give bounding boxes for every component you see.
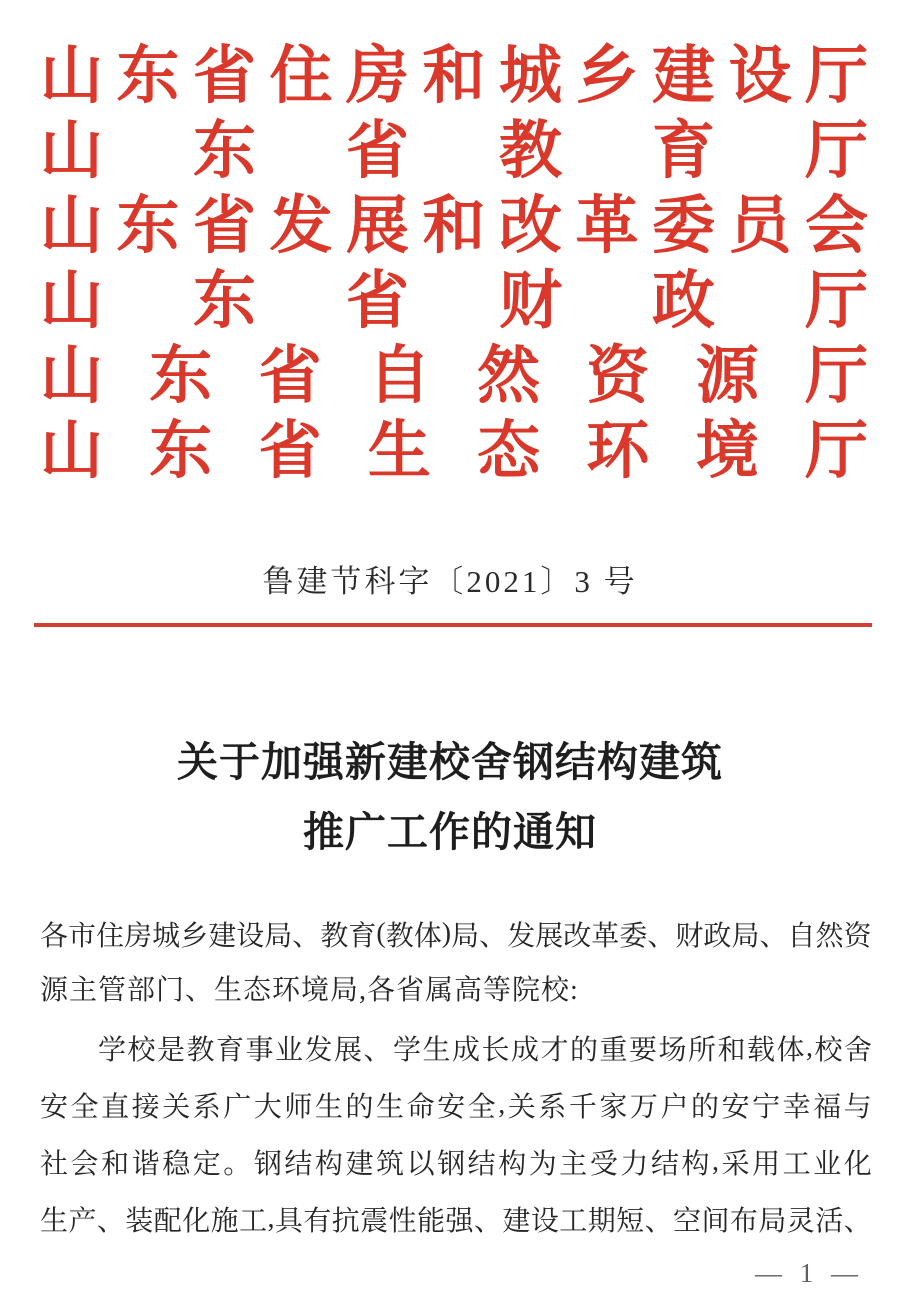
issuer-line-finance: 山 东 省 财 政 厅	[40, 266, 868, 336]
document-number: 鲁建节科字〔2021〕3 号	[262, 564, 638, 599]
document-title-line-1: 关于加强新建校舍钢结构建筑	[177, 739, 723, 785]
body-line-paragraph-3: 社 会 和 谐 稳 定 。 钢 结 构 建 筑 以 钢 结 构 为 主 受 力 结 构 , 采 用 工 业 化	[40, 1145, 872, 1180]
body-line-addressees-1: 各 市 住 房 城 乡 建 设 局 、 教 育 ( 教 体 ) 局 、 发 展 改 革 委 、 财 政 局 、 自 然 资	[40, 917, 872, 952]
issuer-line-natural-resources: 山 东 省 自 然 资 源 厅	[40, 341, 868, 411]
red-divider-rule	[34, 623, 872, 627]
issuer-line-development-reform: 山 东 省 发 展 和 改 革 委 员 会	[40, 191, 868, 261]
body-line-paragraph-2: 安 全 直 接 关 系 广 大 师 生 的 生 命 安 全 , 关 系 千 家 万 户 的 安 宁 幸 福 与	[40, 1088, 872, 1123]
issuer-line-housing: 山 东 省 住 房 和 城 乡 建 设 厅	[40, 41, 868, 111]
body-line-paragraph-4: 生 产 、 装 配 化 施 工 , 具 有 抗 震 性 能 强 、 建 设 工 期 短 、 空 间 布 局 灵 活 、	[40, 1202, 872, 1237]
document-title	[0, 727, 900, 867]
body-line-paragraph-1: 学 校 是 教 育 事 业 发 展 、 学 生 成 长 成 才 的 重 要 场 所 和 载 体 , 校 舍	[98, 1031, 872, 1066]
document-title-line-2: 推广工作的通知	[303, 809, 597, 855]
issuer-line-education: 山 东 省 教 育 厅	[40, 116, 868, 186]
issuer-header	[40, 33, 868, 486]
body-line-addressees-2: 源主管部门、生态环境局,各省属高等院校:	[40, 975, 579, 1006]
page-number: — 1 —	[755, 1258, 860, 1288]
document-body	[40, 905, 872, 1247]
issuer-line-ecology-environment: 山 东 省 生 态 环 境 厅	[40, 416, 868, 486]
